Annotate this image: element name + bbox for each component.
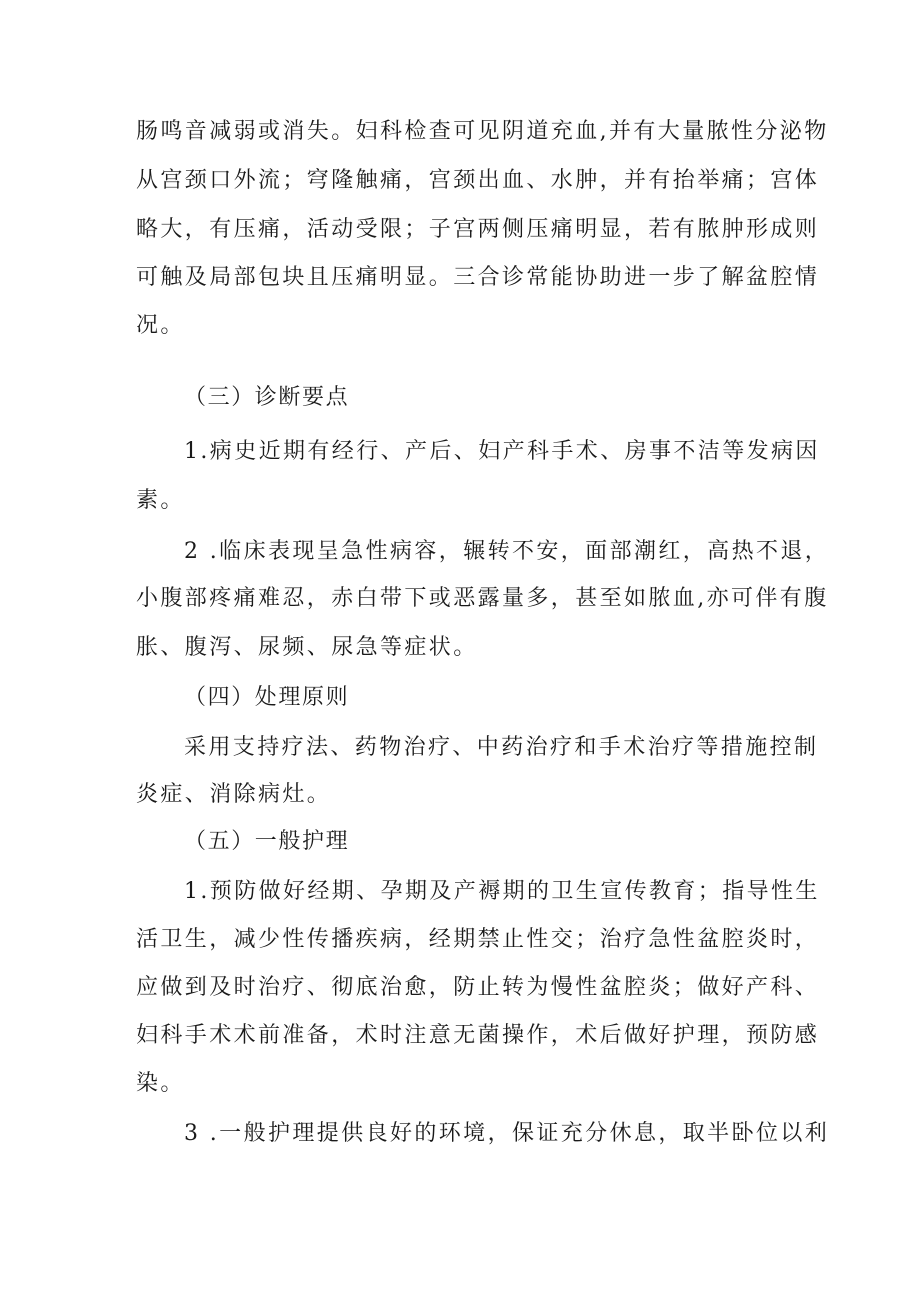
body-text-line: 略大，有压痛，活动受限；子宫两侧压痛明显，若有脓肿形成则 bbox=[136, 217, 820, 242]
section-heading: （三）诊断要点 bbox=[184, 385, 350, 410]
body-text-line: 采用支持疗法、药物治疗、中药治疗和手术治疗等措施控制 bbox=[184, 735, 819, 760]
body-text-line: 从宫颈口外流；穹隆触痛，宫颈出血、水肿，并有抬举痛；宫体 bbox=[136, 168, 820, 193]
body-text-line: 素。 bbox=[136, 488, 185, 513]
body-text-line: 肠鸣音减弱或消失。妇科检查可见阴道充血,并有大量脓性分泌物 bbox=[136, 119, 829, 144]
body-text-line: 况。 bbox=[136, 313, 185, 338]
body-text-line: 胀、腹泻、尿频、尿急等症状。 bbox=[136, 635, 478, 660]
body-text-line: 染。 bbox=[136, 1071, 185, 1096]
body-text-line: 小腹部疼痛难忍，赤白带下或恶露量多，甚至如脓血,亦可伴有腹 bbox=[136, 586, 829, 611]
body-text-line: 应做到及时治疗、彻底治愈，防止转为慢性盆腔炎；做好产科、 bbox=[136, 975, 820, 1000]
body-text-line: 炎症、消除病灶。 bbox=[136, 782, 332, 807]
body-text-line: 妇科手术术前准备，术时注意无菌操作，术后做好护理，预防感 bbox=[136, 1023, 820, 1048]
body-text-line: 1.预防做好经期、孕期及产褥期的卫生宣传教育；指导性生 bbox=[184, 879, 820, 904]
body-text-line: 2 .临床表现呈急性病容，辗转不安，面部潮红，高热不退， bbox=[184, 539, 830, 564]
section-heading: （四）处理原则 bbox=[184, 685, 350, 710]
section-heading: （五）一般护理 bbox=[184, 829, 350, 854]
body-text-line: 活卫生，减少性传播疾病，经期禁止性交；治疗急性盆腔炎时， bbox=[136, 927, 820, 952]
body-text-line: 3 .一般护理提供良好的环境，保证充分休息，取半卧位以利 bbox=[184, 1121, 830, 1146]
body-text-line: 1.病史近期有经行、产后、妇产科手术、房事不洁等发病因 bbox=[184, 439, 820, 464]
body-text-line: 可触及局部包块且压痛明显。三合诊常能协助进一步了解盆腔情 bbox=[136, 265, 820, 290]
